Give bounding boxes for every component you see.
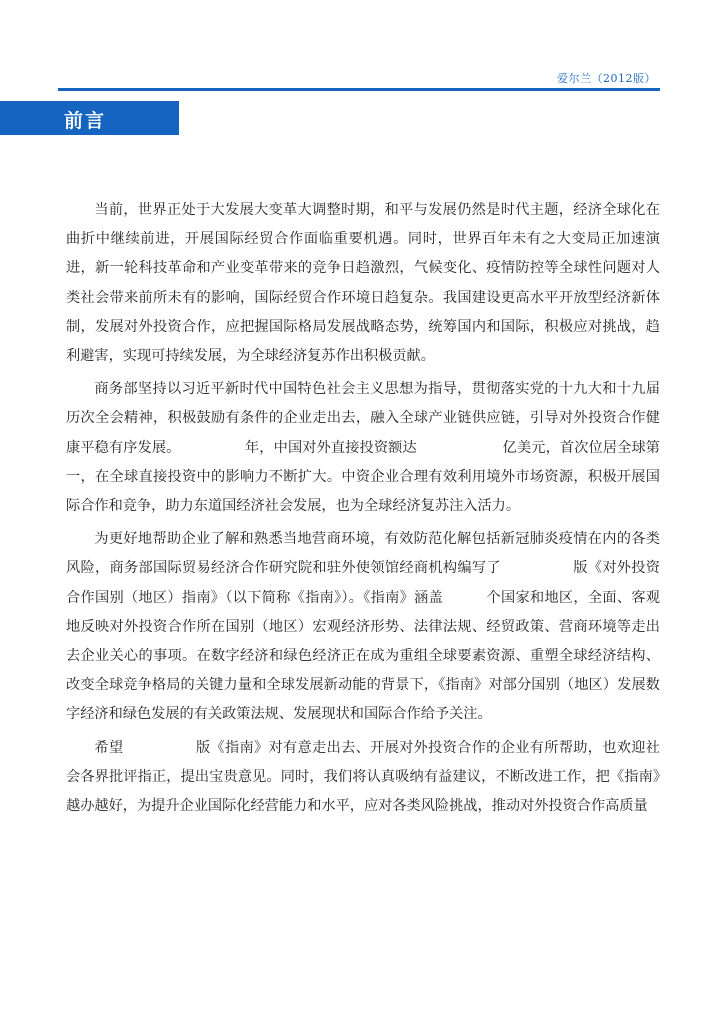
- paragraph-4: 希望 版《指南》对有意走出去、开展对外投资合作的企业有所帮助，也欢迎社会各界批评指正，提出宝贵意见。同时，我们将认真吸纳有益建议，不断改进工作，把《指南》越办越好，为提升企业国际化经营能力和水平，应对各类风险挑战，推动对外投资合作高质量: [66, 739, 660, 815]
- paragraph-1: 当前，世界正处于大发展大变革大调整时期，和平与发展仍然是时代主题，经济全球化在曲折中继续前进，开展国际经贸合作面临重要机遇。同时，世界百年未有之大变局正加速演进，新一轮科技革命和产业变革带来的竞争日趋激烈，气候变化、疫情防控等全球性问题对人类社会带来前所未有的影响，国际经贸合作环境日趋复杂。我国建设更高水平开放型经济新体制，发展对外投资合作，应把握国际格局发展战略态势，统筹国内和国际，积极应对挑战，趋利避害，实现可持续发展，为全球经济复苏作出积极贡献。: [66, 202, 660, 365]
- section-title: 前言: [64, 110, 107, 132]
- body-text: [66, 196, 660, 825]
- section-title-banner: [0, 101, 179, 135]
- header-rule: [58, 88, 660, 91]
- paragraph-3: 为更好地帮助企业了解和熟悉当地营商环境，有效防范化解包括新冠肺炎疫情在内的各类风险，商务部国际贸易经济合作研究院和驻外使领馆经商机构编写了 版《对外投资合作国别（地区）指南》（以下简称《指南》）。《指南》涵盖 个国家和地区，全面、客观地反映对外投资合作所在国别（地区）宏观经济形势、法律法规、经贸政策、营商环境等走出去企业关心的事项。在数字经济和绿色经济正在成为重组全球要素资源、重塑全球经济结构、改变全球竞争格局的关键力量和全球发展新动能的背景下，《指南》对部分国别（地区）发展数字经济和绿色发展的有关政策法规、发展现状和国际合作给予关注。: [66, 531, 660, 723]
- paragraph-2: 商务部坚持以习近平新时代中国特色社会主义思想为指导，贯彻落实党的十九大和十九届历次全会精神，积极鼓励有条件的企业走出去，融入全球产业链供应链，引导对外投资合作健康平稳有序发展。 年，中国对外直接投资额达 亿美元，首次位居全球第一，在全球直接投资中的影响力不断扩大。中资企业合理有效利用境外市场资源，积极开展国际合作和竞争，助力东道国经济社会发展，也为全球经济复苏注入活力。: [66, 381, 660, 515]
- header-label: 爱尔兰（2012版）: [557, 72, 656, 85]
